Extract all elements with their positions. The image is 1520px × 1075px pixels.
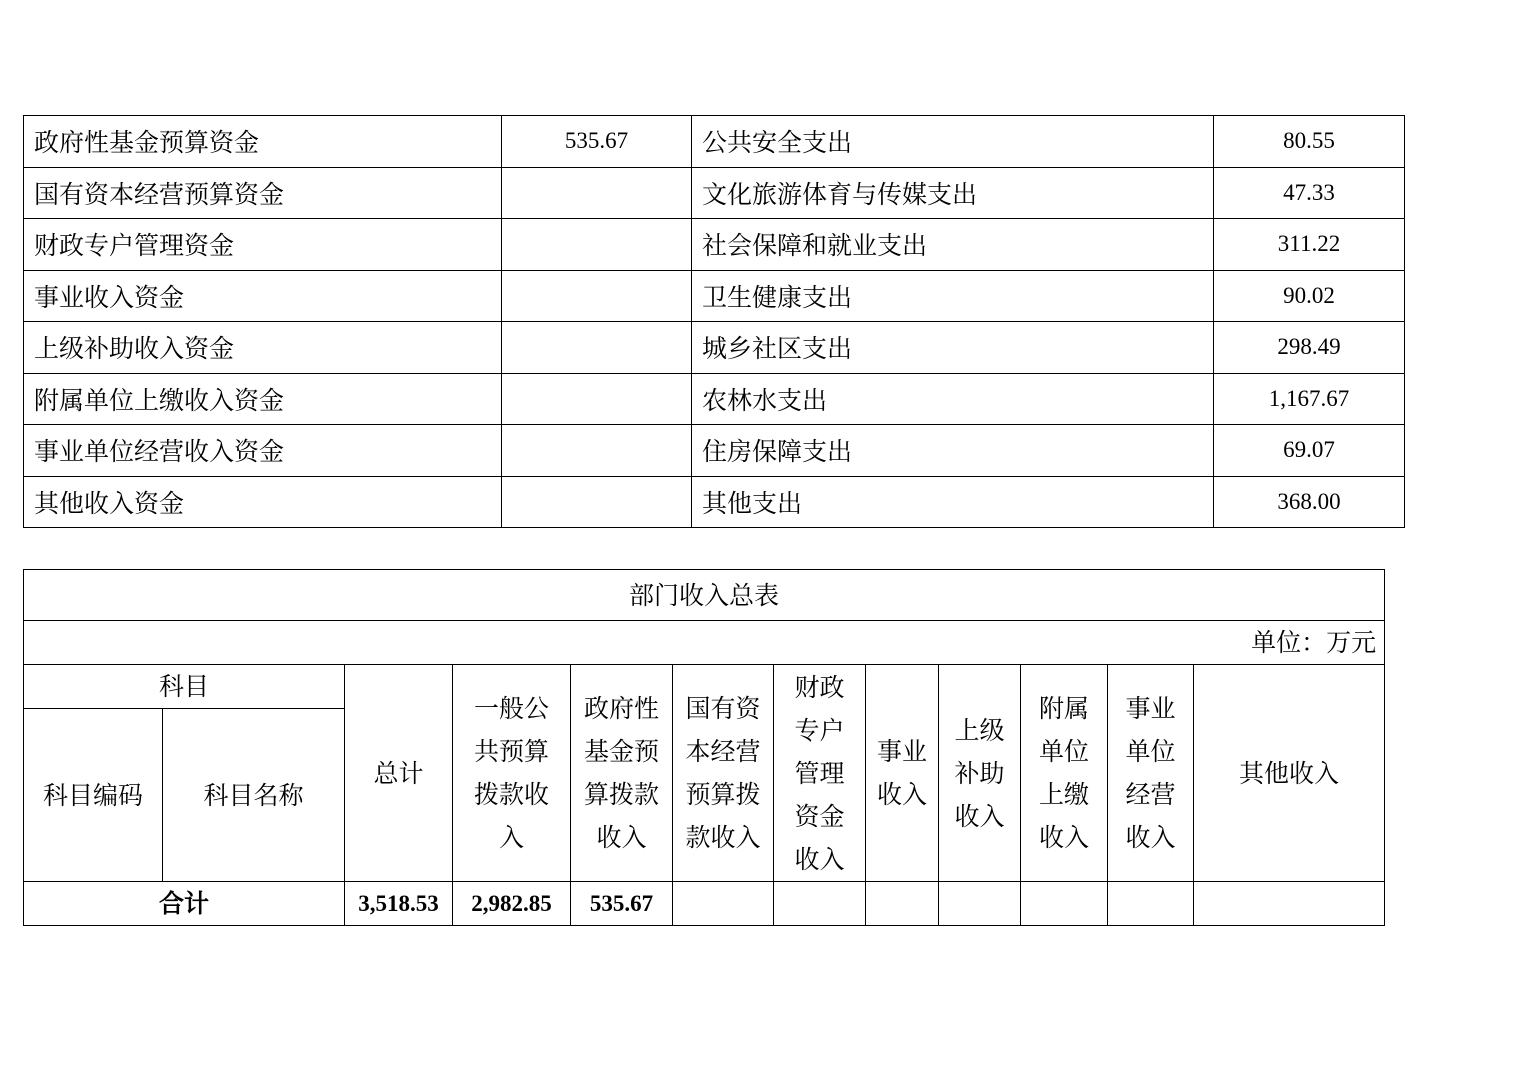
source-label: 附属单位上缴收入资金 — [24, 373, 502, 425]
source-amount — [502, 167, 692, 219]
state-capital-value — [673, 882, 774, 926]
total-label: 合计 — [24, 882, 345, 926]
source-amount — [502, 476, 692, 528]
header-line: 管理 — [794, 758, 845, 788]
source-amount — [502, 322, 692, 374]
fiscal-account-value — [774, 882, 866, 926]
header-line: 上缴 — [1038, 780, 1089, 809]
funds-row — [24, 476, 1405, 528]
business-income-value — [866, 882, 939, 926]
header-line: 共预算 — [473, 737, 549, 766]
superior-subsidy-value — [939, 882, 1021, 926]
header-unit-operating — [1108, 665, 1194, 882]
header-line: 算拨款 — [583, 780, 659, 809]
header-line: 本经营 — [685, 737, 761, 766]
header-line: 财政 — [794, 672, 845, 702]
other-income-value — [1194, 882, 1385, 926]
header-line: 经营 — [1125, 780, 1176, 809]
department-income-table — [23, 569, 1385, 926]
header-gov-fund — [571, 665, 673, 882]
expense-label: 住房保障支出 — [692, 425, 1214, 477]
funds-table-body — [24, 116, 1405, 528]
header-total: 总计 — [345, 665, 453, 882]
funds-row — [24, 116, 1405, 168]
source-label: 其他收入资金 — [24, 476, 502, 528]
header-subject-name: 科目名称 — [163, 709, 345, 882]
header-line: 基金预 — [583, 737, 659, 766]
expense-amount: 47.33 — [1214, 167, 1405, 219]
header-line: 国有资 — [685, 694, 761, 723]
funds-row — [24, 322, 1405, 374]
header-line: 拨款收 — [473, 780, 549, 809]
header-line: 预算拨 — [685, 780, 761, 809]
expense-label: 社会保障和就业支出 — [692, 219, 1214, 271]
header-line: 政府性 — [583, 694, 659, 723]
header-business-income — [866, 665, 939, 882]
header-line: 收入 — [1038, 823, 1089, 852]
header-line: 补助 — [954, 758, 1005, 788]
header-line: 一般公 — [473, 694, 549, 723]
unit-operating-value — [1108, 882, 1194, 926]
funds-row — [24, 425, 1405, 477]
expense-amount: 368.00 — [1214, 476, 1405, 528]
funds-expenditure-table — [23, 115, 1405, 528]
header-other-income: 其他收入 — [1194, 665, 1385, 882]
header-line: 专户 — [794, 715, 845, 745]
table-title: 部门收入总表 — [24, 570, 1385, 621]
gov-fund-value: 535.67 — [571, 882, 673, 926]
header-line: 上级 — [954, 715, 1005, 745]
affiliated-value — [1021, 882, 1108, 926]
header-line: 单位 — [1125, 737, 1176, 766]
expense-label: 公共安全支出 — [692, 116, 1214, 168]
header-line: 收入 — [876, 780, 927, 809]
expense-amount: 80.55 — [1214, 116, 1405, 168]
header-line: 附属 — [1038, 694, 1089, 723]
header-line: 收入 — [954, 801, 1005, 831]
header-superior-subsidy — [939, 665, 1021, 882]
funds-row — [24, 219, 1405, 271]
expense-amount: 311.22 — [1214, 219, 1405, 271]
header-line: 收入 — [596, 823, 647, 852]
source-label: 财政专户管理资金 — [24, 219, 502, 271]
general-budget-value: 2,982.85 — [453, 882, 571, 926]
source-amount — [502, 270, 692, 322]
source-label: 事业收入资金 — [24, 270, 502, 322]
header-subject: 科目 — [24, 665, 345, 709]
source-amount — [502, 219, 692, 271]
expense-label: 城乡社区支出 — [692, 322, 1214, 374]
total-value: 3,518.53 — [345, 882, 453, 926]
source-label: 事业单位经营收入资金 — [24, 425, 502, 477]
header-line: 事业 — [1125, 694, 1176, 723]
source-label: 国有资本经营预算资金 — [24, 167, 502, 219]
header-fiscal-account — [774, 665, 866, 882]
unit-label: 单位：万元 — [24, 621, 1385, 665]
header-line: 收入 — [1125, 823, 1176, 852]
source-label: 政府性基金预算资金 — [24, 116, 502, 168]
expense-amount: 1,167.67 — [1214, 373, 1405, 425]
header-state-capital — [673, 665, 774, 882]
header-line: 事业 — [876, 737, 927, 766]
header-subject-code: 科目编码 — [24, 709, 163, 882]
expense-amount: 298.49 — [1214, 322, 1405, 374]
header-general-budget — [453, 665, 571, 882]
header-line: 单位 — [1038, 737, 1089, 766]
expense-amount: 90.02 — [1214, 270, 1405, 322]
funds-row — [24, 167, 1405, 219]
source-label: 上级补助收入资金 — [24, 322, 502, 374]
funds-row — [24, 373, 1405, 425]
expense-label: 文化旅游体育与传媒支出 — [692, 167, 1214, 219]
header-line: 资金 — [794, 801, 845, 831]
header-affiliated — [1021, 665, 1108, 882]
expense-amount: 69.07 — [1214, 425, 1405, 477]
source-amount — [502, 373, 692, 425]
header-line: 入 — [498, 823, 524, 852]
source-amount: 535.67 — [502, 116, 692, 168]
funds-row — [24, 270, 1405, 322]
header-line: 收入 — [794, 844, 845, 874]
expense-label: 其他支出 — [692, 476, 1214, 528]
expense-label: 农林水支出 — [692, 373, 1214, 425]
expense-label: 卫生健康支出 — [692, 270, 1214, 322]
header-line: 款收入 — [685, 823, 761, 852]
total-row — [24, 882, 1385, 926]
source-amount — [502, 425, 692, 477]
